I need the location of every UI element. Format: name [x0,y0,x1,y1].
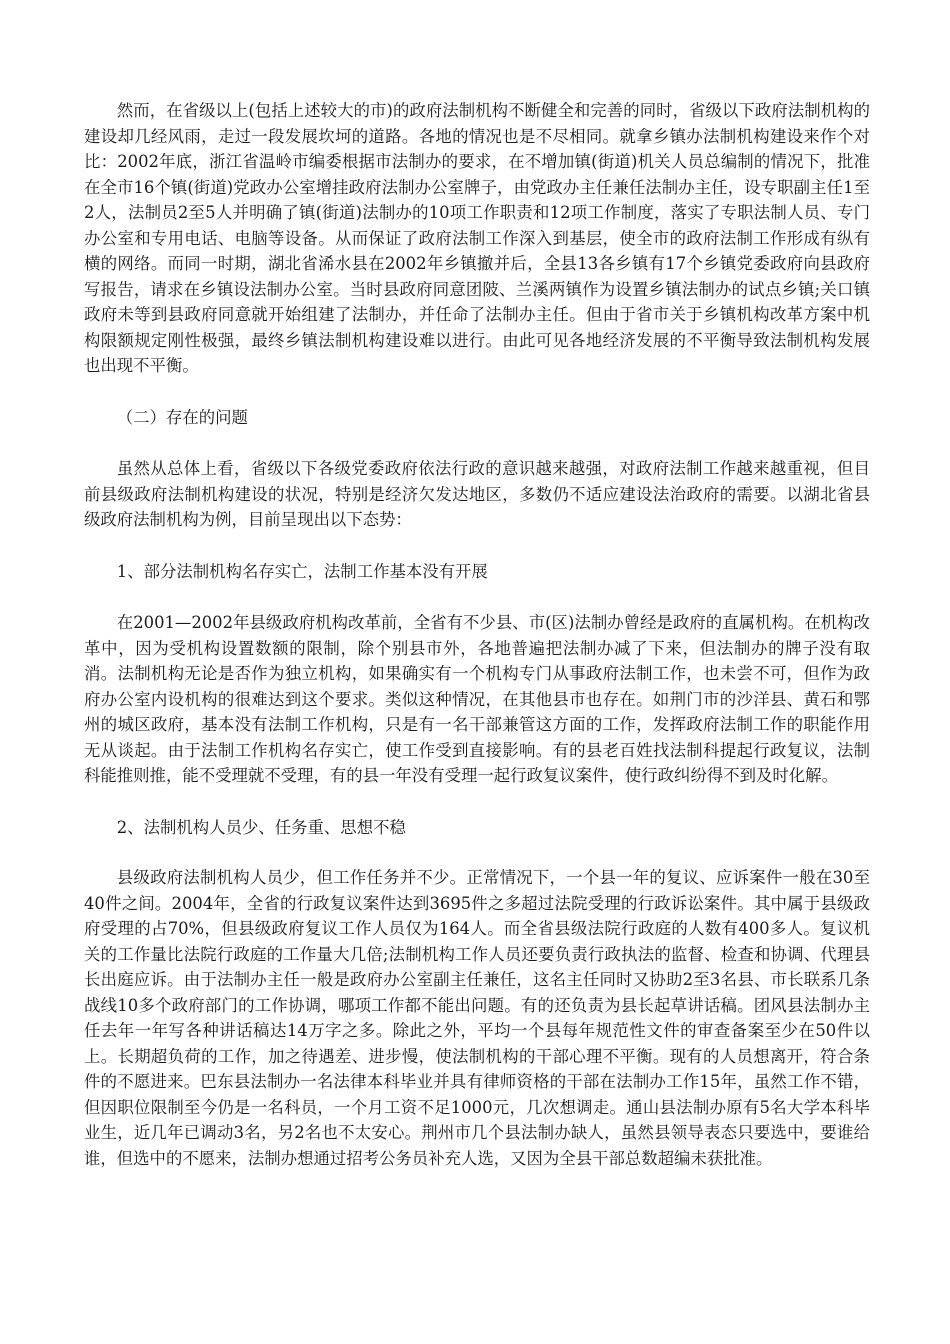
subheading-problem-1: 1、部分法制机构名存实亡，法制工作基本没有开展 [116,561,488,581]
section-heading-existing-problems: （二）存在的问题 [116,407,248,427]
subheading-problem-2: 2、法制机构人员少、任务重、思想不稳 [116,817,406,837]
paragraph-overview-problems: 虽然从总体上看，省级以下各级党委政府依法行政的意识越来越强，对政府法制工作越来越重视，但目前县级政府法制机构建设的状况，特别是经济欠发达地区，多数仍不适应建设法治政府的需要。以湖北省县级政府法制机构为例，目前呈现出以下态势： [84,459,870,529]
paragraph-problem-1: 在2001—2002年县级政府机构改革前，全省有不少县、市(区)法制办曾经是政府的直属机构。在机构改革中，因为受机构设置数额的限制，除个别县市外，各地普遍把法制办减了下来，但法制办的牌子没有取消。法制机构无论是否作为独立机构，如果确实有一个机构专门从事政府法制工作，也未尝不可，但作为政府办公室内设机构的很难达到这个要求。类似这种情况，在其他县市也存在。如荆门市的沙洋县、黄石和鄂州的城区政府，基本没有法制工作机构，只是有一名干部兼管这方面的工作，发挥政府法制工作的职能作用无从谈起。由于法制工作机构名存实亡，使工作受到直接影响。有的县老百姓找法制科提起行政复议，法制科能推则推，能不受理就不受理，有的县一年没有受理一起行政复议案件，使行政纠纷得不到及时化解。 [84,613,870,785]
document-body [84,98,870,1171]
paragraph-problem-2: 县级政府法制机构人员少，但工作任务并不少。正常情况下，一个县一年的复议、应诉案件一般在30至40件之间。2004年，全省的行政复议案件达到3695件之多超过法院受理的行政诉讼案件。其中属于县级政府受理的占70%，但县级政府复议工作人员仅为164人。而全省县级法院行政庭的人数有400多人。复议机关的工作量比法院行政庭的工作量大几倍;法制机构工作人员还要负责行政执法的监督、检查和协调、代理县长出庭应诉。由于法制办主任一般是政府办公室副主任兼任，这名主任同时又协助2至3名县、市长联系几条战线10多个政府部门的工作协调，哪项工作都不能出问题。有的还负责为县长起草讲话稿。团风县法制办主任去年一年写各种讲话稿达14万字之多。除此之外，平均一个县每年规范性文件的审查备案至少在50件以上。长期超负荷的工作，加之待遇差、进步慢，使法制机构的干部心理不平衡。现有的人员想离开，符合条件的不愿进来。巴东县法制办一名法律本科毕业并具有律师资格的干部在法制办工作15年，虽然工作不错，但因职位限制至今仍是一名科员，一个月工资不足1000元，几次想调走。通山县法制办原有5名大学本科毕业生，近几年已调动3名，另2名也不太安心。荆州市几个县法制办缺人，虽然县领导表态只要选中，要谁给谁，但选中的不愿来，法制办想通过招考公务员补充人选，又因为全县干部总数超编未获批准。 [84,868,870,1168]
paragraph-local-legal-agencies: 然而，在省级以上(包括上述较大的市)的政府法制机构不断健全和完善的同时，省级以下政府法制机构的建设却几经风雨，走过一段发展坎坷的道路。各地的情况也是不尽相同。就拿乡镇办法制机构建设来作个对比：2002年底，浙江省温岭市编委根据市法制办的要求，在不增加镇(街道)机关人员总编制的情况下，批准在全市16个镇(街道)党政办公室增挂政府法制办公室牌子，由党政办主任兼任法制办主任，设专职副主任1至2人，法制员2至5人并明确了镇(街道)法制办的10项工作职责和12项工作制度，落实了专职法制人员、专门办公室和专用电话、电脑等设备。从而保证了政府法制工作深入到基层，使全市的政府法制工作形成有纵有横的网络。而同一时期，湖北省浠水县在2002年乡镇撤并后，全县13各乡镇有17个乡镇党委政府向县政府写报告，请求在乡镇设法制办公室。当时县政府同意团陂、兰溪两镇作为设置乡镇法制办的试点乡镇;关口镇政府未等到县政府同意就开始组建了法制办，并任命了法制办主任。但由于省市关于乡镇机构改革方案中机构限额规定刚性极强，最终乡镇法制机构建设难以进行。由此可见各地经济发展的不平衡导致法制机构发展也出现不平衡。 [84,101,870,375]
